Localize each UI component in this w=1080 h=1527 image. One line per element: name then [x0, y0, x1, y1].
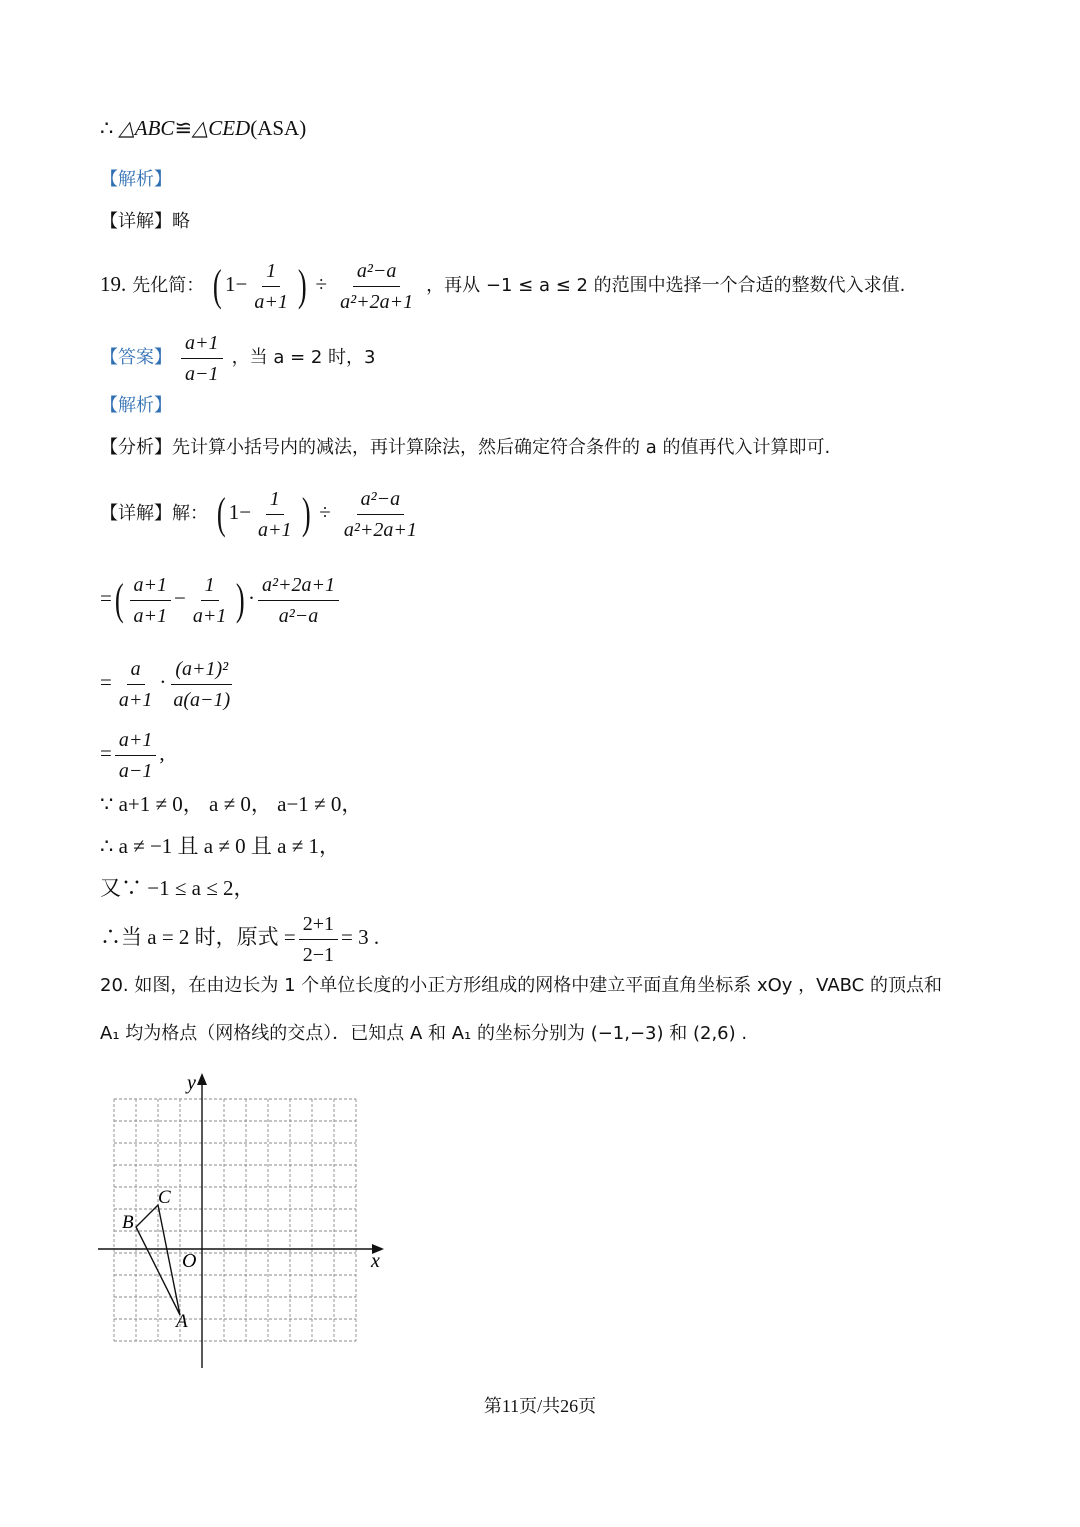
equals-sign: = — [100, 670, 112, 694]
point-b-label: B — [122, 1212, 134, 1233]
triangle-abc: △ABC — [118, 116, 175, 140]
fraction-numerator: 1 — [266, 486, 284, 515]
answer-tail: ，当 a = 2 时，3 — [231, 347, 376, 368]
right-paren: ) — [301, 489, 311, 538]
y-axis-label: y — [187, 1072, 196, 1094]
congruent-symbol: ≌ — [174, 116, 193, 140]
equals-sign: = — [100, 741, 112, 765]
also-line: 又∵ −1 ≤ a ≤ 2， — [100, 876, 255, 900]
point-a-label: A — [176, 1311, 188, 1332]
fraction-1 — [130, 572, 172, 629]
fraction-numerator: a+1 — [130, 572, 172, 601]
final-pre: ∴当 a = 2 时，原式 = — [100, 925, 296, 949]
fraction-denominator: a−1 — [185, 362, 219, 385]
fraction-numerator: a+1 — [115, 727, 157, 756]
analysis-tag: 【分析】 — [100, 437, 172, 458]
comma: , — [159, 741, 165, 765]
question-prompt: 先化简： — [132, 275, 205, 296]
fraction-2 — [169, 656, 234, 713]
question-19 — [100, 252, 905, 318]
question-20-line-1: 20. 如图，在由边长为 1 个单位长度的小正方形组成的网格中建立平面直角坐标系 xOy ，VABC 的顶点和 — [100, 975, 942, 996]
fraction-numerator: 1 — [201, 572, 219, 601]
coordinate-grid-figure — [90, 1068, 400, 1378]
detail-step-3 — [100, 650, 237, 715]
answer-fraction — [181, 330, 223, 387]
congruence-conclusion — [100, 114, 306, 142]
final-line — [100, 908, 379, 968]
fraction-numerator: a²−a — [357, 486, 405, 515]
fraction-numerator: (a+1)² — [171, 656, 232, 685]
fraction-denominator: a²+2a+1 — [343, 518, 417, 541]
fraction-denominator: a+1 — [192, 604, 227, 627]
triangle-ced: △CED — [192, 116, 251, 140]
fraction-numerator: 1 — [262, 258, 280, 287]
analysis-tag-2: 【解析】 — [100, 395, 172, 416]
right-paren: ) — [236, 575, 246, 624]
fraction-denominator: a−1 — [118, 759, 153, 782]
fraction-denominator: a²−a — [278, 604, 319, 627]
fraction-2 — [189, 572, 231, 629]
answer-line — [100, 328, 376, 387]
analysis-text: 先计算小括号内的减法，再计算除法，然后确定符合条件的 a 的值再代入计算即可. — [172, 437, 831, 458]
detail-step-4 — [100, 724, 165, 784]
fraction-denominator: a+1 — [258, 518, 292, 541]
final-tail: = 3 . — [341, 925, 380, 949]
detail-step-2 — [100, 566, 342, 631]
question-number: 19. — [100, 272, 127, 296]
fraction-denominator: 2−1 — [302, 943, 335, 966]
analysis-tag-1: 【解析】 — [100, 169, 172, 190]
y-axis-arrow — [197, 1073, 207, 1085]
therefore-line: ∴ a ≠ −1 且 a ≠ 0 且 a ≠ 1， — [100, 834, 340, 858]
fraction-2 — [336, 258, 417, 315]
answer-tag: 【答案】 — [100, 347, 172, 368]
left-paren: ( — [216, 489, 226, 538]
fraction-denominator: a+1 — [133, 604, 167, 627]
therefore-symbol: ∴ — [100, 116, 114, 140]
detail-line-1 — [100, 208, 190, 236]
one-minus: 1− — [225, 272, 248, 296]
fraction-numerator: a — [127, 656, 145, 685]
solution-label: 解： — [172, 503, 208, 524]
equals-sign: = — [100, 586, 112, 610]
one-minus: 1− — [228, 500, 252, 524]
detail-tag: 【详解】 — [100, 503, 172, 524]
result-fraction — [115, 727, 157, 784]
detail-step-1 — [100, 480, 424, 546]
fraction-denominator: a²+2a+1 — [340, 290, 414, 313]
left-paren: ( — [213, 261, 223, 310]
fraction-1 — [115, 656, 157, 713]
question-tail: ，再从 −1 ≤ a ≤ 2 的范围中选择一个合适的整数代入求值. — [426, 275, 906, 296]
because-line: ∵ a+1 ≠ 0， a ≠ 0， a−1 ≠ 0， — [100, 792, 363, 816]
fraction-1 — [250, 258, 292, 315]
fraction-3 — [258, 572, 339, 629]
fraction-denominator: a+1 — [254, 290, 288, 313]
fraction-1 — [254, 486, 296, 543]
question-20-line-2: A₁ 均为格点（网格线的交点）．已知点 A 和 A₁ 的坐标分别为 (−1,−3) 和 (2,6) . — [100, 1023, 748, 1044]
final-fraction — [299, 911, 338, 968]
divide-symbol: ÷ — [319, 500, 331, 524]
fraction-numerator: a²+2a+1 — [258, 572, 339, 601]
fraction-denominator: a(a−1) — [173, 688, 231, 711]
right-paren: ) — [297, 261, 307, 310]
fraction-2 — [340, 486, 421, 543]
dot-operator: · — [248, 586, 255, 610]
page-footer: 第11页/共26页 — [483, 1396, 597, 1416]
origin-label: O — [182, 1250, 197, 1272]
left-paren: ( — [114, 575, 124, 624]
point-c-label: C — [158, 1187, 171, 1208]
fraction-numerator: 2+1 — [299, 911, 338, 940]
divide-symbol: ÷ — [315, 272, 328, 296]
fraction-denominator: a+1 — [118, 688, 153, 711]
x-axis-label: x — [371, 1250, 380, 1272]
minus-sign: − — [174, 586, 186, 610]
asa-label: (ASA) — [250, 116, 307, 140]
fraction-numerator: a+1 — [181, 330, 223, 359]
omitted-text: 略 — [172, 211, 190, 232]
detail-tag: 【详解】 — [100, 211, 172, 232]
analysis-line — [100, 434, 830, 462]
fraction-numerator: a²−a — [353, 258, 401, 287]
dot-operator: · — [159, 670, 167, 694]
